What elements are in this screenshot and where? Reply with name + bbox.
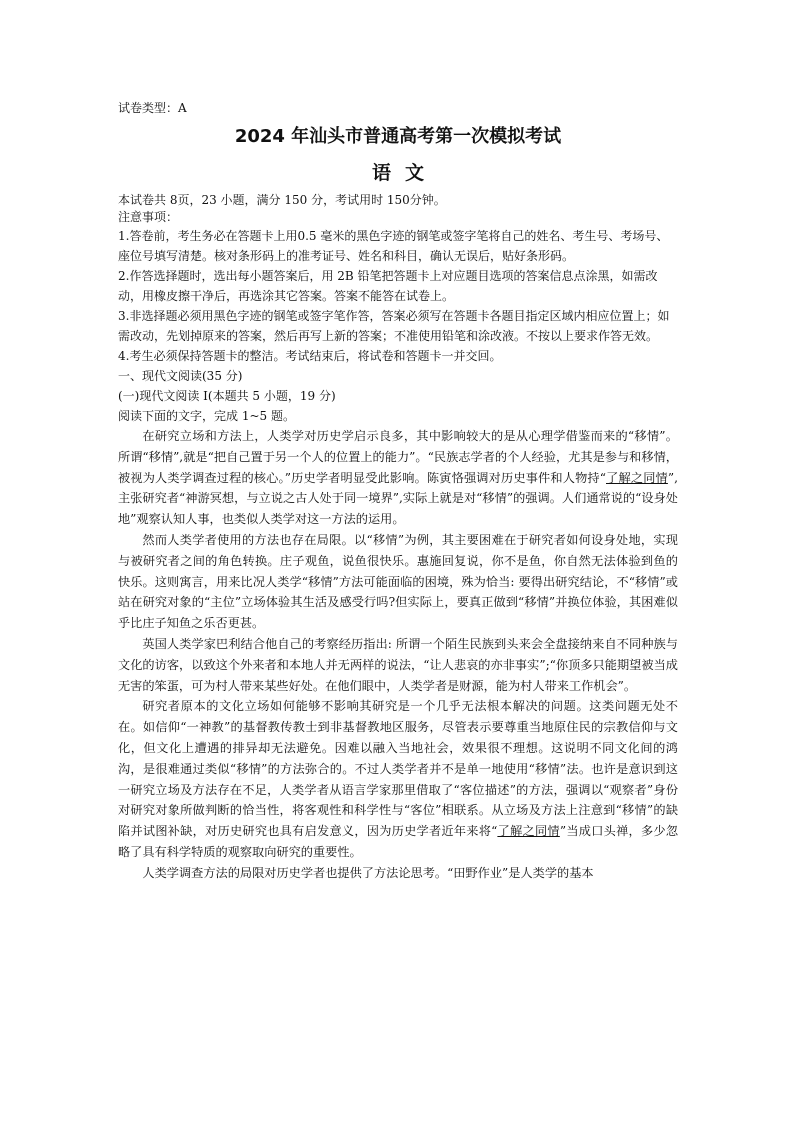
text-run: 研究者原本的文化立场如何能够不影响其研究是一个几乎无法根本解决的问题。这类问题无处不在。如信仰“一神教”的基督教传教士到非基督教地区服务，尽管表示要尊重当地原住民的宗教信仰与文化，但文化上遭遇的排异却无法避免。因难以融入当地社会，效果很不理想。这说明不同文化间的鸿沟，是很难通过类似“移情”的方法弥合的。不过人类学者并不是单一地使用“移情”法。也许是意识到这一研究立场及方法存在不足，人类学者从语言学家那里借取了“客位描述”的方法，强调以“观察者”身份对研究对象所做判断的恰当性，将客观性和科学性与“客位”相联系。从立场及方法上注意到“移情”的缺陷并试图补缺，对历史研究也具有启发意义，因为历史学者近年来将“: [118, 699, 678, 839]
instruction: 阅读下面的文字，完成 1~5 题。: [118, 409, 295, 423]
paper-type: 试卷类型：A: [118, 101, 187, 115]
exam-summary: 本试卷共 8页，23 小题，满分 150 分，考试用时 150分钟。: [118, 193, 446, 207]
text-run: ”当成口头禅，多少忽略了具有科学特质的观察取向研究的重要性。: [118, 824, 679, 859]
notice-item-4: 4.考生必须保持答题卡的整洁。考试结束后，将试卷和答题卡一并交回。: [118, 349, 502, 363]
text-run: 在研究立场和方法上，人类学对历史学启示良多，其中影响较大的是从心理学借鉴而来的“移情”。所谓“移情”,就是“把自己置于另一个人的位置上的能力”。“民族志学者的个人经验，尤其是参与和移情，被视为人类学调查过程的核心。”历史学者明显受此影响。陈寅恪强调对历史事件和人物持“: [118, 429, 678, 485]
exam-meta: [118, 192, 678, 226]
passage-paragraph-4: [118, 696, 678, 862]
notice-list: [118, 226, 678, 366]
notice-item-3: 3.非选择题必须用黑色字迹的钢笔或签字笔作答，答案必须写在答题卡各题目指定区域内相应位置上；如需改动，先划掉原来的答案，然后再写上新的答案；不准使用铅笔和涂改液。不按以上要求作答无效。: [118, 309, 670, 343]
section-headings: [118, 366, 678, 426]
passage-paragraph-5: 人类学调查方法的局限对历史学者也提供了方法论思考。“田野作业”是人类学的基本: [142, 865, 594, 880]
passage-paragraph-1: [118, 426, 678, 530]
sub-heading: (一)现代文阅读 I(本题共 5 小题，19 分): [118, 389, 336, 403]
passage-paragraph-2: 然而人类学者使用的方法也存在局限。以“移情”为例，其主要困难在于研究者如何设身处地，实现与被研究者之间的角色转换。庄子观鱼，说鱼很快乐。惠施回复说，你不是鱼，你自然无法体验到鱼的快乐。这则寓言，用来比况人类学“移情”方法可能面临的困境，殊为恰当: 要得出研究结论，不“移情”或站在研究对象的“主位”立场体验其生活及感受行吗?但实际上，要真正做到“移情”并换位体验，其困难似乎比庄子知鱼之乐否更甚。: [118, 532, 678, 631]
exam-title: 2024 年汕头市普通高考第一次模拟考试: [234, 126, 562, 147]
underlined-phrase: 了解之同情: [606, 470, 668, 485]
notice-heading: 注意事项：: [118, 210, 179, 224]
exam-page: [118, 100, 678, 884]
reading-passage: [118, 426, 678, 884]
notice-item-1: 1.答卷前，考生务必在答题卡上用0.5 毫米的黑色字迹的钢笔或签字笔将自己的姓名、考生号、考场号、座位号填写清楚。核对条形码上的准考证号、姓名和科目，确认无误后，贴好条形码。: [118, 229, 669, 263]
underlined-phrase: 了解之同情: [497, 824, 560, 839]
passage-paragraph-3: 英国人类学家巴利结合他自己的考察经历指出: 所谓一个陌生民族到头来会全盘接纳来自不同种族与文化的访客，以致这个外来者和本地人并无两样的说法，“让人悲哀的亦非事实”;“你顶多只能期望被当成无害的笨蛋，可为村人带来某些好处。在他们眼中，人类学者是财源，能为村人带来工作机会”。: [118, 636, 678, 693]
notice-item-2: 2.作答选择题时，选出每小题答案后，用 2B 铅笔把答题卡上对应题目选项的答案信息点涂黑，如需改动，用橡皮擦干净后，再选涂其它答案。答案不能答在试卷上。: [118, 269, 658, 303]
part-heading: 一、现代文阅读(35 分): [118, 369, 243, 383]
subject-title: 语文: [371, 162, 438, 184]
text-run: ”,主张研究者“神游冥想，与立说之古人处于同一境界”,实际上就是对“移情”的强调。人们通常说的“设身处地”观察认知人事，也类似人类学对这一方法的运用。: [118, 470, 678, 527]
